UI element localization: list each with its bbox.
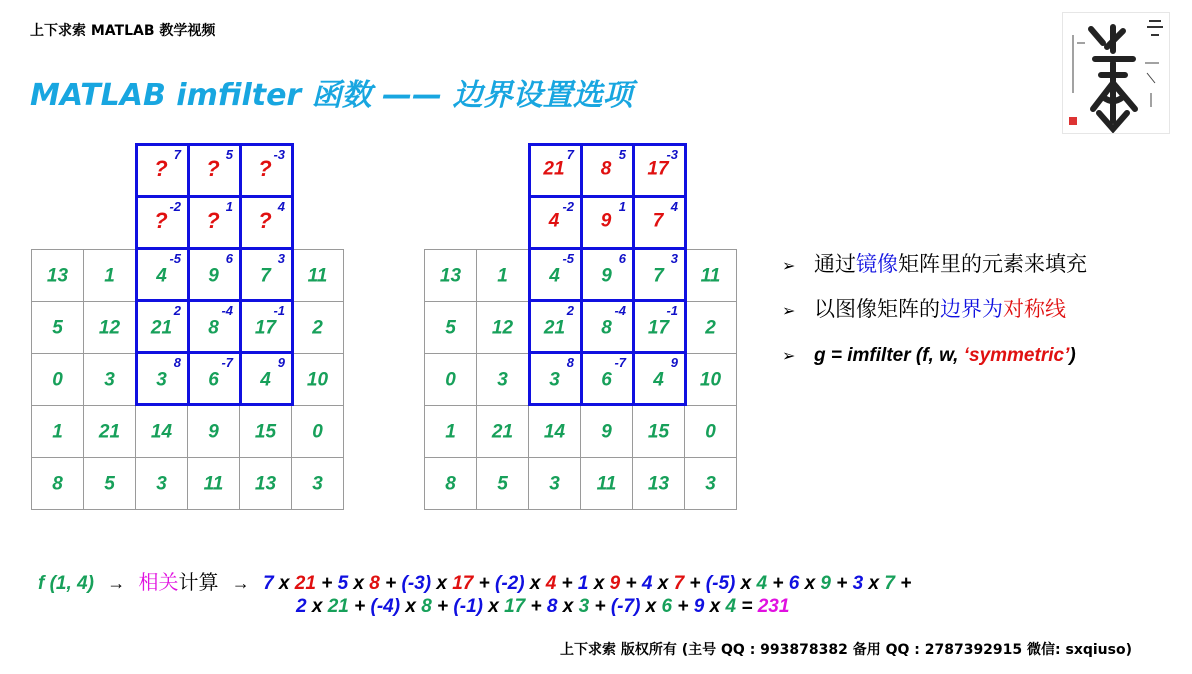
cell-value: 13 bbox=[439, 265, 462, 286]
calc-operator: x bbox=[431, 573, 453, 594]
cell-value: 8 bbox=[601, 317, 612, 338]
calc-term: 9 bbox=[609, 573, 621, 594]
calc-term: 17 bbox=[452, 573, 474, 594]
calc-operator: x bbox=[348, 573, 370, 594]
calc-operator: + bbox=[589, 596, 611, 617]
kernel-cell bbox=[580, 351, 635, 406]
cell-value: 3 bbox=[312, 473, 323, 494]
kernel-weight: 8 bbox=[173, 355, 181, 370]
image-cell bbox=[476, 457, 529, 510]
bullet1-highlight: 镜像 bbox=[856, 252, 898, 276]
kernel-cell bbox=[632, 195, 687, 250]
calc-operator: x bbox=[273, 573, 295, 594]
seal-logo bbox=[1062, 12, 1170, 134]
copyright-footer: 上下求索 版权所有 (主号 QQ : 993878382 备用 QQ : 2787392915 微信: sxqiuso) bbox=[560, 642, 1132, 658]
calc-term: 8 bbox=[546, 596, 558, 617]
padding-value: ? bbox=[258, 208, 272, 233]
bullet1-post: 矩阵里的元素来填充 bbox=[898, 252, 1087, 276]
kernel-weight: -1 bbox=[273, 303, 285, 318]
kernel-cell bbox=[187, 247, 242, 302]
kernel-cell bbox=[135, 299, 190, 354]
kernel-cell bbox=[187, 195, 242, 250]
image-cell bbox=[83, 301, 136, 354]
kernel-cell bbox=[239, 195, 294, 250]
kernel-weight: -7 bbox=[221, 355, 233, 370]
cell-value: 3 bbox=[104, 369, 115, 390]
image-cell bbox=[580, 405, 633, 458]
cell-value: 9 bbox=[601, 421, 612, 442]
calc-term: (-2) bbox=[495, 573, 525, 594]
calc-operator: x bbox=[863, 573, 885, 594]
image-cell bbox=[632, 405, 685, 458]
kernel-weight: -4 bbox=[221, 303, 233, 318]
padding-value: ? bbox=[154, 208, 168, 233]
calc-term: 231 bbox=[757, 596, 790, 617]
image-cell bbox=[135, 405, 188, 458]
image-cell bbox=[684, 301, 737, 354]
cell-value: 13 bbox=[647, 473, 670, 494]
image-cell bbox=[684, 405, 737, 458]
cell-value: 3 bbox=[705, 473, 716, 494]
kernel-cell bbox=[528, 247, 583, 302]
calc-term: 6 bbox=[661, 596, 673, 617]
calc-term: (-3) bbox=[401, 573, 432, 594]
cell-value: 0 bbox=[52, 369, 63, 390]
calc-operator: + bbox=[348, 596, 371, 617]
cell-value: 11 bbox=[203, 473, 224, 494]
image-cell bbox=[424, 457, 477, 510]
cell-value: 3 bbox=[549, 473, 560, 494]
syntax-post: ) bbox=[1069, 345, 1076, 366]
image-cell bbox=[632, 457, 685, 510]
cell-value: 21 bbox=[543, 317, 566, 338]
cell-value: 12 bbox=[491, 317, 514, 338]
image-cell bbox=[684, 457, 737, 510]
calc-operator: x bbox=[306, 596, 328, 617]
arrow-right-icon: → bbox=[107, 573, 126, 593]
kernel-weight: 6 bbox=[225, 251, 233, 266]
bullet2-highlight2: 对称线 bbox=[1003, 297, 1066, 321]
cell-value: 14 bbox=[150, 421, 173, 442]
arrow-bullet-icon: ➢ bbox=[782, 346, 796, 365]
calc-term: 6 bbox=[788, 573, 800, 594]
calc-operator: + bbox=[894, 573, 912, 594]
calc-term: 8 bbox=[369, 573, 380, 594]
padding-value: ? bbox=[206, 208, 220, 233]
calc-operator: x bbox=[640, 596, 662, 617]
calc-term: 4 bbox=[725, 596, 737, 617]
cell-value: 1 bbox=[52, 421, 63, 442]
image-cell bbox=[135, 457, 188, 510]
calc-operator: x bbox=[588, 573, 610, 594]
cell-value: 1 bbox=[497, 265, 508, 286]
cell-value: 3 bbox=[156, 473, 167, 494]
kernel-cell bbox=[135, 247, 190, 302]
calc-term: 9 bbox=[820, 573, 831, 594]
image-cell bbox=[424, 353, 477, 406]
cell-value: 3 bbox=[549, 369, 560, 390]
cell-value: 0 bbox=[705, 421, 716, 442]
calc-term: 7 bbox=[884, 573, 895, 594]
calc-term: (-4) bbox=[370, 596, 401, 617]
series-title: 上下求索 MATLAB 教学视频 bbox=[30, 23, 216, 39]
cell-value: 11 bbox=[307, 265, 328, 286]
calc-operator: + bbox=[831, 573, 853, 594]
padding-value: 8 bbox=[600, 158, 612, 180]
cell-value: 7 bbox=[653, 265, 664, 286]
calc-operator: + bbox=[473, 573, 495, 594]
calc-word-compute: 计算 bbox=[178, 570, 219, 594]
kernel-cell bbox=[632, 351, 687, 406]
kernel-weight: 5 bbox=[225, 147, 233, 162]
image-cell bbox=[83, 249, 136, 302]
calc-term: 9 bbox=[693, 596, 705, 617]
kernel-weight: -5 bbox=[562, 251, 574, 266]
syntax-pre: g = imfilter (f, w, bbox=[814, 345, 964, 366]
image-cell bbox=[291, 249, 344, 302]
kernel-cell bbox=[528, 195, 583, 250]
calc-term: (-1) bbox=[453, 596, 483, 617]
image-cell bbox=[424, 249, 477, 302]
image-cell bbox=[476, 301, 529, 354]
image-cell bbox=[83, 353, 136, 406]
arrow-right-icon: → bbox=[231, 573, 250, 593]
bullet-boundary bbox=[782, 293, 1066, 323]
kernel-weight: -2 bbox=[562, 199, 574, 214]
cell-value: 21 bbox=[491, 421, 514, 442]
kernel-weight: -7 bbox=[614, 355, 626, 370]
calc-operator: x bbox=[799, 573, 821, 594]
kernel-cell bbox=[239, 299, 294, 354]
padding-value: ? bbox=[258, 156, 272, 181]
cell-value: 17 bbox=[647, 317, 670, 338]
cell-value: 8 bbox=[52, 473, 63, 494]
kernel-cell bbox=[135, 143, 190, 198]
calc-term: 7 bbox=[673, 573, 685, 594]
cell-value: 17 bbox=[254, 317, 277, 338]
padding-value: 9 bbox=[600, 210, 612, 232]
image-cell bbox=[476, 405, 529, 458]
kernel-weight: -1 bbox=[666, 303, 678, 318]
calc-operator: + bbox=[672, 596, 694, 617]
cell-value: 10 bbox=[306, 369, 329, 390]
cell-value: 11 bbox=[596, 473, 617, 494]
calc-line-1 bbox=[38, 566, 911, 595]
calc-term: (-5) bbox=[705, 573, 736, 594]
padding-value: ? bbox=[206, 156, 220, 181]
image-cell bbox=[291, 353, 344, 406]
calc-operator: + bbox=[767, 573, 789, 594]
image-cell bbox=[187, 405, 240, 458]
kernel-weight: 7 bbox=[173, 147, 181, 162]
calc-operator: + bbox=[431, 596, 454, 617]
kernel-cell bbox=[632, 247, 687, 302]
cell-value: 15 bbox=[254, 421, 277, 442]
kernel-weight: 2 bbox=[173, 303, 181, 318]
kernel-weight: 3 bbox=[277, 251, 285, 266]
image-cell bbox=[239, 457, 292, 510]
image-cell bbox=[528, 457, 581, 510]
calc-operator: x bbox=[652, 573, 674, 594]
cell-value: 3 bbox=[497, 369, 508, 390]
calc-operator: x bbox=[482, 596, 505, 617]
calc-operator: x bbox=[524, 573, 546, 594]
image-cell bbox=[31, 301, 84, 354]
calc-line-2 bbox=[296, 596, 789, 618]
padding-value: 4 bbox=[548, 210, 560, 232]
cell-value: 0 bbox=[312, 421, 323, 442]
bullet2-mid: 为 bbox=[982, 297, 1003, 321]
kernel-cell bbox=[580, 143, 635, 198]
kernel-cell bbox=[632, 299, 687, 354]
kernel-weight: -2 bbox=[169, 199, 181, 214]
calc-operator: x bbox=[557, 596, 579, 617]
image-cell bbox=[476, 249, 529, 302]
calc-operator: + bbox=[556, 573, 578, 594]
calc-operator: + bbox=[684, 573, 706, 594]
image-cell bbox=[476, 353, 529, 406]
kernel-cell bbox=[528, 351, 583, 406]
kernel-cell bbox=[580, 247, 635, 302]
cell-value: 15 bbox=[647, 421, 670, 442]
kernel-weight: 1 bbox=[618, 199, 626, 214]
kernel-weight: 9 bbox=[670, 355, 678, 370]
image-cell bbox=[291, 457, 344, 510]
image-cell bbox=[528, 405, 581, 458]
padding-value: 7 bbox=[652, 210, 664, 232]
kernel-cell bbox=[528, 299, 583, 354]
kernel-weight: 4 bbox=[277, 199, 285, 214]
kernel-weight: 4 bbox=[670, 199, 678, 214]
cell-value: 5 bbox=[445, 317, 456, 338]
calc-term: 4 bbox=[545, 573, 557, 594]
image-cell bbox=[187, 457, 240, 510]
calc-operator: x bbox=[735, 573, 757, 594]
kernel-cell bbox=[135, 195, 190, 250]
calc-expression-1 bbox=[263, 573, 911, 594]
kernel-weight: 9 bbox=[277, 355, 285, 370]
image-cell bbox=[83, 457, 136, 510]
calc-term: 17 bbox=[504, 596, 526, 617]
bullet2-highlight1: 边界 bbox=[940, 297, 982, 321]
padding-value: 17 bbox=[647, 158, 669, 180]
cell-value: 8 bbox=[445, 473, 456, 494]
cell-value: 13 bbox=[254, 473, 277, 494]
calc-term: 4 bbox=[756, 573, 768, 594]
kernel-weight: 5 bbox=[618, 147, 626, 162]
bullet-mirror bbox=[782, 248, 1087, 278]
calc-operator: x bbox=[704, 596, 726, 617]
image-cell bbox=[239, 405, 292, 458]
calc-term: 7 bbox=[263, 573, 274, 594]
kernel-weight: -3 bbox=[666, 147, 678, 162]
cell-value: 4 bbox=[156, 265, 167, 286]
cell-value: 8 bbox=[208, 317, 219, 338]
image-cell bbox=[31, 405, 84, 458]
calc-expression-2 bbox=[296, 596, 789, 617]
calc-operator: + bbox=[315, 573, 338, 594]
cell-value: 9 bbox=[208, 265, 219, 286]
kernel-cell bbox=[239, 247, 294, 302]
kernel-cell bbox=[239, 143, 294, 198]
kernel-cell bbox=[187, 299, 242, 354]
calc-label: f (1, 4) bbox=[38, 573, 94, 594]
bullet2-pre: 以图像矩阵的 bbox=[814, 297, 940, 321]
cell-value: 21 bbox=[98, 421, 121, 442]
cell-value: 1 bbox=[445, 421, 456, 442]
kernel-weight: 8 bbox=[566, 355, 574, 370]
image-cell bbox=[83, 405, 136, 458]
kernel-cell bbox=[187, 143, 242, 198]
cell-value: 9 bbox=[208, 421, 219, 442]
cell-value: 11 bbox=[700, 265, 721, 286]
calc-term: (-7) bbox=[610, 596, 641, 617]
calc-word-correlation: 相关 bbox=[138, 570, 179, 594]
arrow-bullet-icon: ➢ bbox=[782, 301, 796, 320]
image-cell bbox=[684, 249, 737, 302]
cell-value: 6 bbox=[208, 369, 219, 390]
padding-value: 21 bbox=[543, 158, 565, 180]
kernel-weight: 6 bbox=[618, 251, 626, 266]
cell-value: 5 bbox=[104, 473, 115, 494]
cell-value: 6 bbox=[601, 369, 612, 390]
kernel-cell bbox=[580, 299, 635, 354]
kernel-cell bbox=[632, 143, 687, 198]
calc-term: 21 bbox=[327, 596, 349, 617]
calc-term: 2 bbox=[296, 596, 307, 617]
kernel-weight: 3 bbox=[670, 251, 678, 266]
cell-value: 2 bbox=[705, 317, 716, 338]
kernel-cell bbox=[239, 351, 294, 406]
image-cell bbox=[291, 301, 344, 354]
calc-operator: = bbox=[736, 596, 758, 617]
calc-term: 3 bbox=[578, 596, 590, 617]
bullet-syntax bbox=[782, 342, 1076, 367]
kernel-weight: 1 bbox=[225, 199, 233, 214]
kernel-weight: -3 bbox=[273, 147, 285, 162]
cell-value: 7 bbox=[260, 265, 271, 286]
cell-value: 5 bbox=[52, 317, 63, 338]
padding-value: ? bbox=[154, 156, 168, 181]
cell-value: 0 bbox=[445, 369, 456, 390]
kernel-cell bbox=[580, 195, 635, 250]
cell-value: 1 bbox=[104, 265, 115, 286]
calc-operator: x bbox=[400, 596, 422, 617]
bullet1-pre: 通过 bbox=[814, 252, 856, 276]
calc-term: 4 bbox=[641, 573, 653, 594]
cell-value: 12 bbox=[98, 317, 121, 338]
image-cell bbox=[31, 249, 84, 302]
cell-value: 21 bbox=[150, 317, 173, 338]
image-cell bbox=[31, 353, 84, 406]
syntax-option: ‘symmetric’ bbox=[963, 345, 1070, 366]
cell-value: 4 bbox=[549, 265, 560, 286]
cell-value: 13 bbox=[46, 265, 69, 286]
cell-value: 14 bbox=[543, 421, 566, 442]
calc-operator: + bbox=[379, 573, 402, 594]
cell-value: 9 bbox=[601, 265, 612, 286]
image-cell bbox=[424, 405, 477, 458]
kernel-weight: -4 bbox=[614, 303, 626, 318]
kernel-cell bbox=[528, 143, 583, 198]
cell-value: 5 bbox=[497, 473, 508, 494]
image-cell bbox=[31, 457, 84, 510]
cell-value: 3 bbox=[156, 369, 167, 390]
calc-term: 5 bbox=[337, 573, 349, 594]
calc-operator: + bbox=[620, 573, 642, 594]
image-cell bbox=[424, 301, 477, 354]
cell-value: 4 bbox=[260, 369, 271, 390]
calc-term: 3 bbox=[852, 573, 864, 594]
kernel-weight: 2 bbox=[566, 303, 574, 318]
kernel-cell bbox=[187, 351, 242, 406]
calc-operator: + bbox=[525, 596, 547, 617]
kernel-weight: 7 bbox=[566, 147, 574, 162]
cell-value: 4 bbox=[653, 369, 664, 390]
cell-value: 2 bbox=[312, 317, 323, 338]
calc-term: 1 bbox=[577, 573, 589, 594]
calc-term: 21 bbox=[294, 573, 316, 594]
page-title: MATLAB imfilter 函数 —— 边界设置选项 bbox=[30, 78, 633, 113]
calc-term: 8 bbox=[421, 596, 432, 617]
image-cell bbox=[580, 457, 633, 510]
kernel-cell bbox=[135, 351, 190, 406]
cell-value: 10 bbox=[699, 369, 722, 390]
image-cell bbox=[291, 405, 344, 458]
kernel-weight: -5 bbox=[169, 251, 181, 266]
image-cell bbox=[684, 353, 737, 406]
arrow-bullet-icon: ➢ bbox=[782, 256, 796, 275]
